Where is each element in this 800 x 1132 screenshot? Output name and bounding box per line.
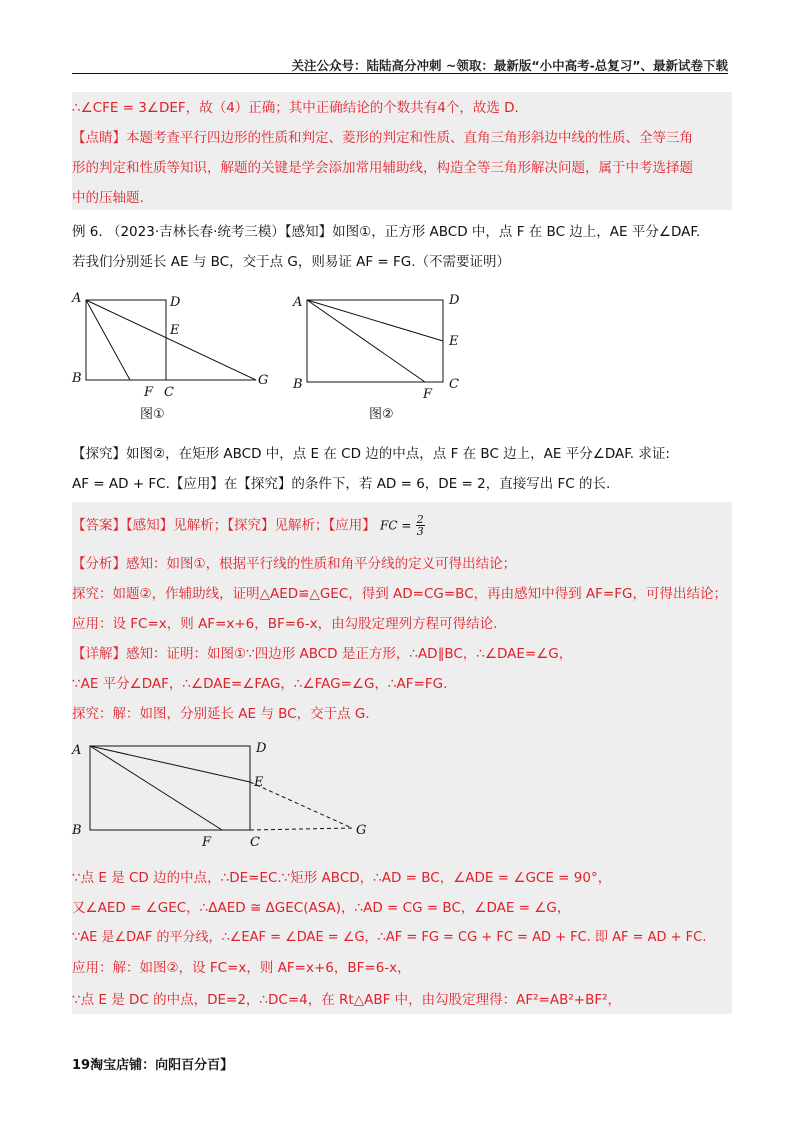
answer-fc: FC = (380, 518, 412, 533)
problem-line-1: 例 6. （2023·吉林长春·统考三模）【感知】如图①，正方形 ABCD 中，点 F 在 BC 边上，AE 平分∠DAF. (72, 224, 701, 240)
conclusion-line: ∴∠CFE = 3∠DEF，故（4）正确；其中正确结论的个数共有4个，故选 D. (72, 100, 519, 116)
figure-3 (60, 736, 390, 846)
fig2-label-e: E (449, 334, 459, 349)
problem-line-3: 【探究】如图②，在矩形 ABCD 中，点 E 在 CD 边的中点，点 F 在 BC 边上，AE 平分∠DAF. 求证: (72, 446, 670, 462)
comment-line-1: 【点睛】本题考查平行四边形的性质和判定、菱形的判定和性质、直角三角形斜边中线的性质、全等三角 (72, 130, 693, 146)
fig1-label-f: F (144, 385, 154, 400)
answer-text: 【答案】【感知】见解析；【探究】见解析；【应用】 (72, 517, 376, 534)
fig3-label-d: D (256, 741, 267, 756)
footer-shop: 淘宝店铺：向阳百分百】 (90, 1058, 234, 1073)
fig3-label-e: E (254, 775, 264, 790)
answer-fraction (416, 514, 425, 537)
page-number: 19 (72, 1058, 91, 1073)
analysis-line-2: 探究：如题②，作辅助线，证明△AED≌△GEC，得到 AD=CG=BC，再由感知中得到 AF=FG，可得出结论； (72, 586, 727, 602)
fig2-label-d: D (449, 293, 460, 308)
problem-line-2: 若我们分别延长 AE 与 BC，交于点 G，则易证 AF = FG.（不需要证明） (72, 254, 511, 270)
fig2-label-b: B (293, 377, 303, 392)
fig1-label-d: D (170, 295, 181, 310)
figure-1 (60, 286, 290, 426)
fig2-label-c: C (449, 377, 459, 392)
analysis-line-1: 【分析】感知：如图①，根据平行线的性质和角平分线的定义可得出结论； (72, 556, 517, 572)
fig2-label-a: A (293, 295, 303, 310)
page-header: 关注公众号：陆陆高分冲刺 ~领取：最新版“小中高考-总复习”、最新试卷下载 (291, 58, 728, 73)
detail-line-3: 探究：解：如图，分别延长 AE 与 BC，交于点 G. (72, 706, 370, 722)
answer-line (72, 514, 425, 537)
analysis-line-3: 应用：设 FC=x，则 AF=x+6，BF=6-x，由勾股定理列方程可得结论. (72, 616, 498, 632)
fig3-label-b: B (72, 823, 82, 838)
fraction-denominator: 3 (416, 525, 424, 538)
fig2-label-f: F (423, 387, 433, 402)
detail-line-5: 又∠AED = ∠GEC，∴ΔAED ≅ ΔGEC(ASA)，∴AD = CG = BC，∠DAE = ∠G， (72, 900, 571, 916)
header-rule (72, 73, 728, 74)
fig3-label-g: G (356, 823, 367, 838)
fig3-label-f: F (202, 835, 212, 846)
fig3-label-c: C (250, 835, 260, 846)
detail-line-2: ∵AE 平分∠DAF，∴∠DAE=∠FAG，∴∠FAG=∠G，∴AF=FG. (72, 676, 448, 692)
detail-line-6: ∵AE 是∠DAF 的平分线，∴∠EAF = ∠DAE = ∠G，∴AF = FG = CG + FC = AD + FC. 即 AF = AD + FC. (72, 930, 707, 945)
comment-line-3: 中的压轴题. (72, 190, 144, 206)
problem-line-4: AF = AD + FC.【应用】在【探究】的条件下，若 AD = 6，DE = 2，直接写出 FC 的长. (72, 476, 611, 492)
fig1-label-b: B (72, 371, 82, 386)
fig1-label-c: C (164, 385, 174, 400)
figure-2 (285, 286, 485, 426)
fig1-caption: 图① (140, 407, 165, 422)
detail-line-1: 【详解】感知：证明：如图①∵四边形 ABCD 是正方形，∴AD∥BC，∴∠DAE=∠G， (72, 646, 573, 662)
page-footer (72, 1054, 233, 1073)
fraction-numerator: 2 (416, 513, 424, 526)
fig1-label-e: E (170, 323, 180, 338)
fig1-label-g: G (258, 373, 269, 388)
detail-line-4: ∵点 E 是 CD 边的中点，∴DE=EC.∵矩形 ABCD，∴AD = BC，∠ADE = ∠GCE = 90°， (72, 870, 612, 886)
comment-line-2: 形的判定和性质等知识，解题的关键是学会添加常用辅助线，构造全等三角形解决问题，属于中考选择题 (72, 160, 693, 176)
fig1-label-a: A (72, 291, 82, 306)
detail-line-8: ∵点 E 是 DC 的中点，DE=2，∴DC=4，在 Rt△ABF 中，由勾股定理得：AF²=AB²+BF²， (72, 992, 622, 1008)
fig2-caption: 图② (369, 407, 394, 422)
detail-line-7: 应用：解：如图②，设 FC=x，则 AF=x+6，BF=6-x， (72, 960, 411, 976)
fig3-label-a: A (72, 743, 82, 758)
